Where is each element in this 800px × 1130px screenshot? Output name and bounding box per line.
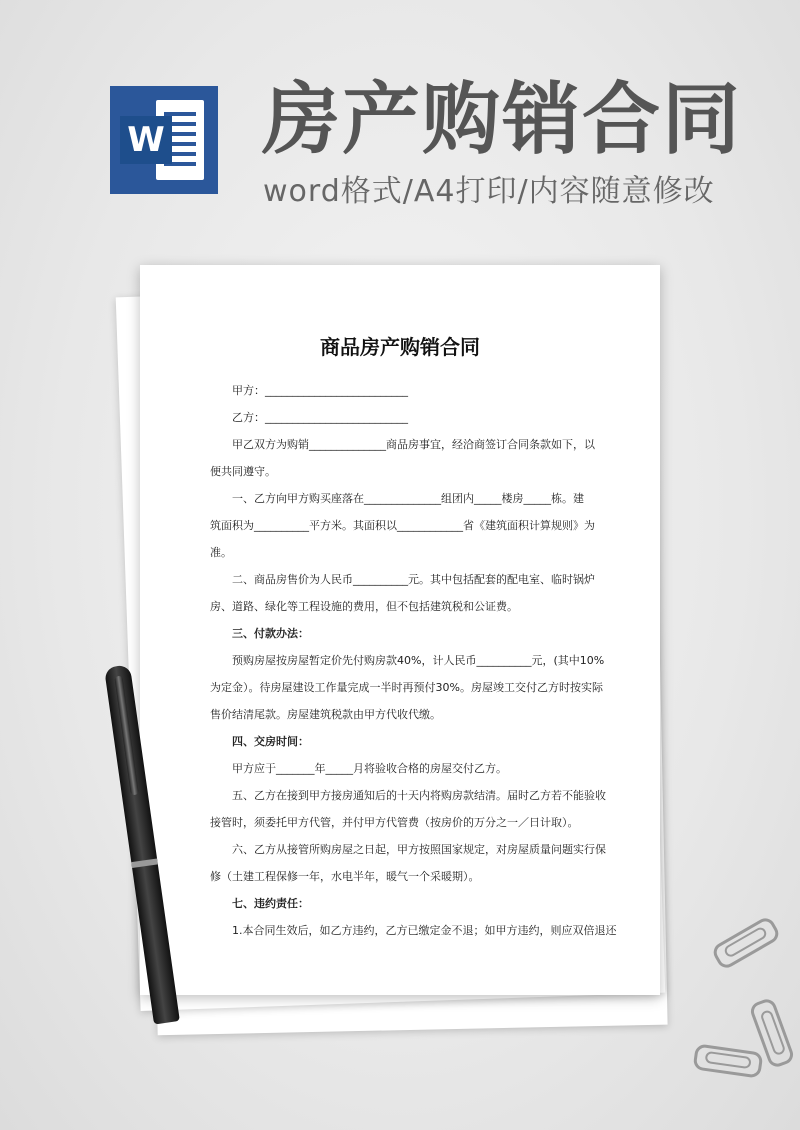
contract-line: 筑面积为__________平方米。其面积以____________省《建筑面积计算规则》为 [210,519,595,532]
contract-line: 房、道路、绿化等工程设施的费用，但不包括建筑税和公证费。 [210,600,518,613]
contract-line: 甲方应于_______年_____月将验收合格的房屋交付乙方。 [232,762,507,775]
contract-line: 修（土建工程保修一年，水电半年，暖气一个采暖期）。 [210,870,480,883]
section-heading: 三、付款办法： [232,627,309,640]
document-page [140,265,660,995]
document-title: 商品房产购销合同 [320,335,480,359]
document-body [210,377,617,944]
word-letter: W [120,116,172,164]
contract-line: 接管时，须委托甲方代管，并付甲方代管费（按房价的万分之一／日计取）。 [210,816,579,829]
section-heading: 四、交房时间： [232,735,309,748]
contract-line: 预购房屋按房屋暂定价先付购房款40%，计人民币__________元，(其中10% [232,654,605,667]
hero-subtitle: word格式/A4打印/内容随意修改 [263,174,715,209]
contract-line: 甲乙双方为购销______________商品房事宜，经洽商签订合同条款如下，以 [232,438,595,451]
contract-line: 五、乙方在接到甲方接房通知后的十天内将购房款结清。届时乙方若不能验收 [232,789,606,802]
contract-line: 准。 [210,546,232,559]
contract-line: 六、乙方从接管所购房屋之日起，甲方按照国家规定，对房屋质量问题实行保 [232,843,606,856]
contract-line: 一、乙方向甲方购买座落在______________组团内_____楼房_____栋。建 [232,492,584,505]
contract-line: 二、商品房售价为人民币__________元。其中包括配套的配电室、临时锅炉 [232,573,595,586]
word-logo-icon [110,86,218,194]
hero-title: 房产购销合同 [262,75,743,165]
contract-line: 便共同遵守。 [210,465,276,478]
contract-line: 为定金）。待房屋建设工作量完成一半时再预付30%。房屋竣工交付乙方时按实际 [210,681,603,694]
paperclip-icon [710,915,782,972]
contract-line: 售价结清尾款。房屋建筑税款由甲方代收代缴。 [210,708,441,721]
section-heading: 七、违约责任： [232,897,309,910]
contract-line: 乙方：__________________________ [232,411,408,424]
contract-line: 甲方：__________________________ [232,384,408,397]
contract-line: 1.本合同生效后，如乙方违约，乙方已缴定金不退；如甲方违约，则应双倍退还 [232,924,617,937]
paperclip-icon [693,1043,764,1078]
pen-band [131,858,158,868]
